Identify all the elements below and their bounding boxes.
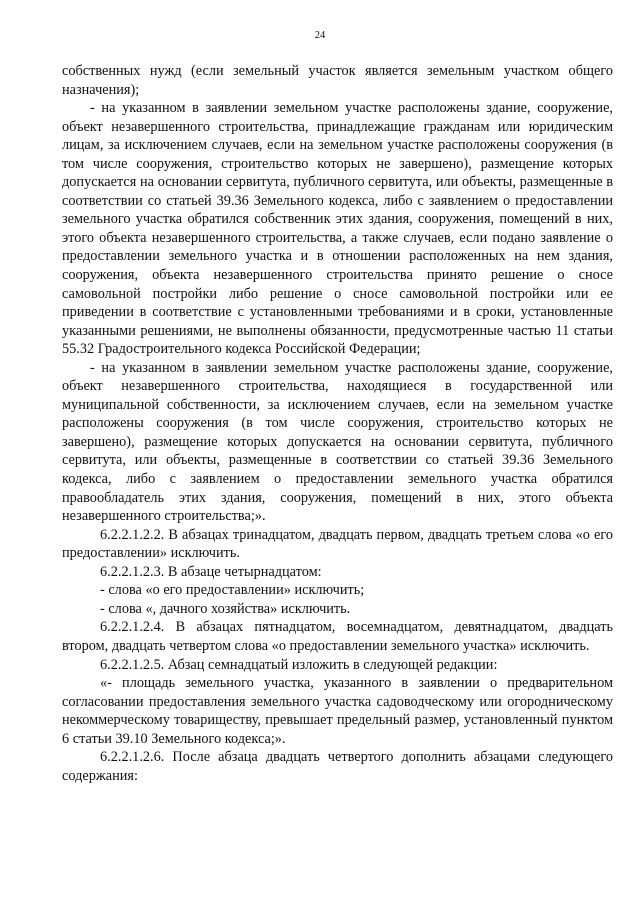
paragraph: - на указанном в заявлении земельном участке расположены здание, сооружение, объект незавершенного строительства, находящиеся в государственной или муниципальной собственности, за исключением случаев, если на земельном участке расположены сооружения (в том числе сооружения, строительство которых не завершено), размещение которых допускается на основании сервитута, публичного сервитута, или объекты, размещенные в соответствии со статьей 39.36 Земельного кодекса, либо с заявлением о предоставлении земельного участка обратился правообладатель этих здания, сооружения, помещений в них, этого объекта незавершенного строительства;». <box>62 359 613 525</box>
page-number: 24 <box>314 30 326 41</box>
paragraph: 6.2.2.1.2.3. В абзаце четырнадцатом: <box>100 563 322 580</box>
paragraph: собственных нужд (если земельный участок является земельным участком общего назначения); <box>62 63 613 98</box>
paragraph: 6.2.2.1.2.2. В абзацах тринадцатом, двадцать первом, двадцать третьем слова «о его предоставлении» исключить. <box>62 526 613 562</box>
paragraph: 6.2.2.1.2.4. В абзацах пятнадцатом, восемнадцатом, девятнадцатом, двадцать втором, двадцать четвертом слова «о предоставлении земельного участка» исключить. <box>62 619 613 654</box>
paragraph: - слова «, дачного хозяйства» исключить. <box>100 600 351 617</box>
paragraph: 6.2.2.1.2.6. После абзаца двадцать четвертого дополнить абзацами следующего содержания: <box>62 749 613 784</box>
paragraph: - слова «о его предоставлении» исключить; <box>100 582 365 599</box>
paragraph: «- площадь земельного участка, указанного в заявлении о предварительном согласовании предоставления земельного участка садоводческому или огородническому некоммерческому товариществу, превышает предельный размер, установленный пунктом 6 статьи 39.10 Земельного кодекса;». <box>62 675 613 747</box>
paragraph: 6.2.2.1.2.5. Абзац семнадцатый изложить в следующей редакции: <box>100 656 498 673</box>
paragraph: - на указанном в заявлении земельном участке расположены здание, сооружение, объект незавершенного строительства, принадлежащие гражданам или юридическим лицам, за исключением случаев, если на земельном участке расположены сооружения (в том числе сооружения, строительство которых не завершено), размещение которых допускается на основании сервитута, публичного сервитута, или объекты, размещенные в соответствии со статьей 39.36 Земельного кодекса, либо с заявлением о предоставлении земельного участка обратился собственник этих здания, сооружения, помещений в них, этого объекта незавершенного строительства, а также случаев, если подано заявление о предоставлении земельного участка и в отношении расположенных на нем здания, сооружения, объекта незавершенного строительства принято решение о сносе самовольной постройки либо решение о сносе самовольной постройки или ее приведении в соответствие с установленными требованиями и в сроки, установленные указанными решениями, не выполнены обязанности, предусмотренные частью 11 статьи 55.32 Градостроительного кодекса Российской Федерации; <box>62 100 613 358</box>
document-body <box>62 62 613 785</box>
